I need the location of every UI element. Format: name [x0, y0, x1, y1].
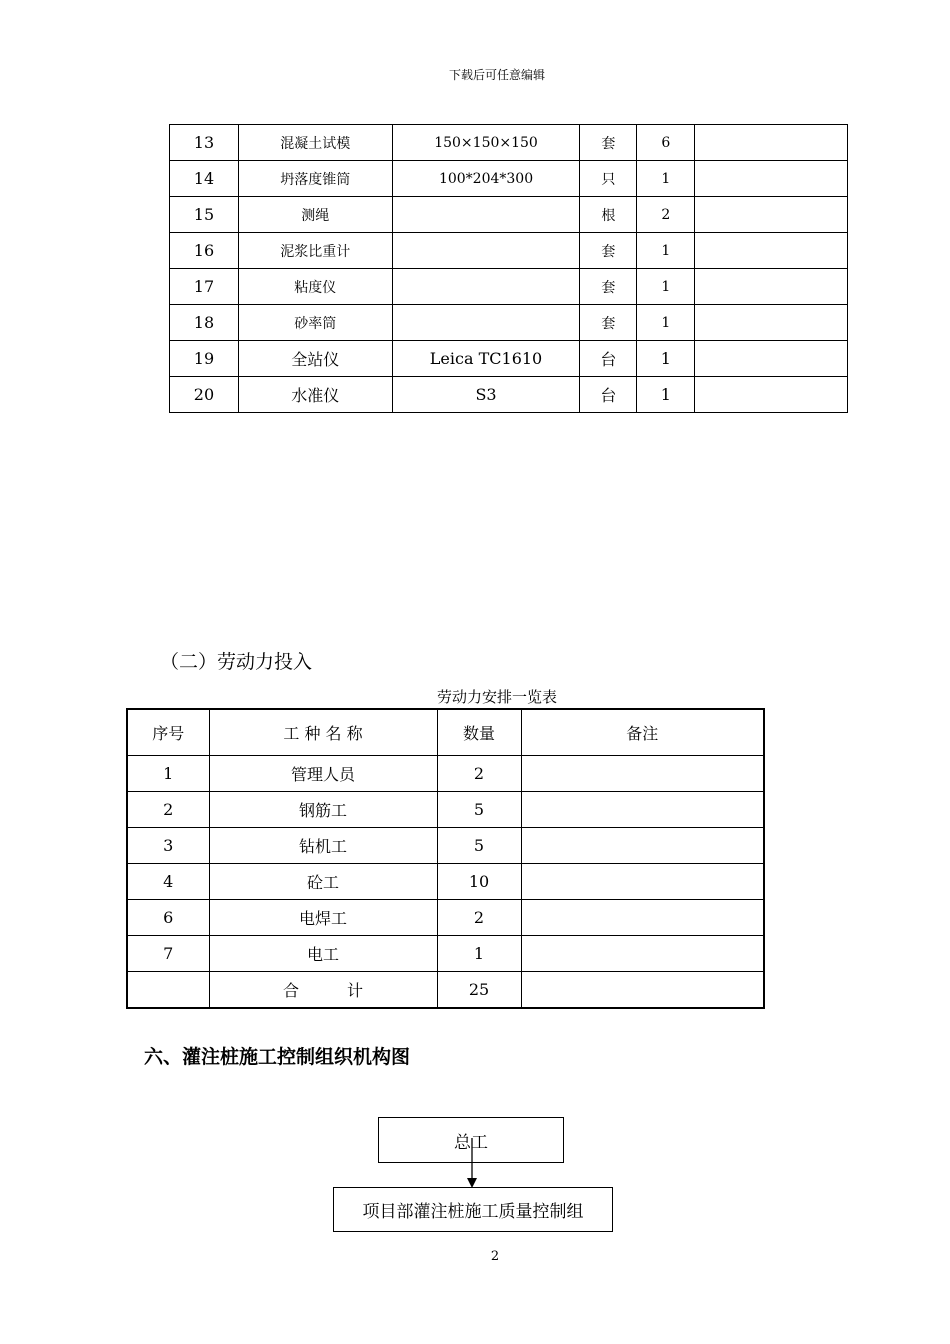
table-row — [170, 341, 848, 377]
equipment-qty: 1 — [637, 341, 695, 377]
equipment-name: 水准仪 — [238, 377, 392, 413]
equipment-name: 全站仪 — [238, 341, 392, 377]
row-number: 20 — [170, 377, 239, 413]
equipment-name: 砂率筒 — [238, 305, 392, 341]
equipment-qty: 1 — [637, 269, 695, 305]
equipment-note — [695, 125, 848, 161]
equipment-spec: 150×150×150 — [392, 125, 580, 161]
row-number: 14 — [170, 161, 239, 197]
equipment-qty: 1 — [637, 305, 695, 341]
trade-name: 钻机工 — [209, 828, 437, 864]
equipment-note — [695, 305, 848, 341]
equipment-unit: 套 — [580, 305, 637, 341]
equipment-note — [695, 161, 848, 197]
equipment-note — [695, 233, 848, 269]
trade-name: 砼工 — [209, 864, 437, 900]
equipment-qty: 2 — [637, 197, 695, 233]
equipment-note — [695, 341, 848, 377]
labor-table-caption: 劳动力安排一览表 — [436, 688, 557, 706]
column-header: 工 种 名 称 — [209, 709, 437, 756]
trade-name: 电工 — [209, 936, 437, 972]
table-row — [170, 305, 848, 341]
equipment-spec — [392, 269, 580, 305]
page-number: 2 — [490, 1249, 500, 1264]
org-box-label: 总工 — [454, 1132, 488, 1153]
table-row — [127, 756, 764, 792]
equipment-unit: 根 — [580, 197, 637, 233]
total-qty: 25 — [437, 972, 521, 1009]
equipment-spec: 100*204*300 — [392, 161, 580, 197]
equipment-name: 粘度仪 — [238, 269, 392, 305]
total-empty-cell — [127, 972, 209, 1009]
trade-note — [521, 792, 764, 828]
trade-note — [521, 756, 764, 792]
table-row — [170, 233, 848, 269]
column-header: 数量 — [437, 709, 521, 756]
equipment-qty: 1 — [637, 161, 695, 197]
equipment-spec — [392, 305, 580, 341]
equipment-unit: 套 — [580, 233, 637, 269]
trade-name: 电焊工 — [209, 900, 437, 936]
table-row — [127, 828, 764, 864]
row-number: 2 — [127, 792, 209, 828]
equipment-name: 坍落度锥筒 — [238, 161, 392, 197]
column-header: 序号 — [127, 709, 209, 756]
trade-note — [521, 936, 764, 972]
equipment-qty: 1 — [637, 233, 695, 269]
row-number: 19 — [170, 341, 239, 377]
equipment-name: 混凝土试模 — [238, 125, 392, 161]
column-header: 备注 — [521, 709, 764, 756]
equipment-unit: 台 — [580, 341, 637, 377]
equipment-table — [169, 124, 848, 413]
row-number: 6 — [127, 900, 209, 936]
trade-qty: 1 — [437, 936, 521, 972]
equipment-name: 测绳 — [238, 197, 392, 233]
org-box-quality-control-group — [333, 1187, 613, 1232]
trade-qty: 10 — [437, 864, 521, 900]
equipment-note — [695, 197, 848, 233]
trade-qty: 5 — [437, 792, 521, 828]
equipment-qty: 6 — [637, 125, 695, 161]
row-number: 16 — [170, 233, 239, 269]
row-number: 15 — [170, 197, 239, 233]
equipment-note — [695, 269, 848, 305]
row-number: 4 — [127, 864, 209, 900]
equipment-unit: 只 — [580, 161, 637, 197]
table-row — [127, 864, 764, 900]
trade-note — [521, 828, 764, 864]
row-number: 17 — [170, 269, 239, 305]
trade-qty: 5 — [437, 828, 521, 864]
trade-name: 管理人员 — [209, 756, 437, 792]
table-header-row — [127, 709, 764, 756]
table-row — [127, 936, 764, 972]
row-number: 7 — [127, 936, 209, 972]
trade-name: 钢筋工 — [209, 792, 437, 828]
equipment-note — [695, 377, 848, 413]
arrow-down-icon — [460, 1138, 484, 1190]
row-number: 3 — [127, 828, 209, 864]
labor-section-heading: （二）劳动力投入 — [160, 651, 313, 673]
table-total-row — [127, 972, 764, 1009]
table-row — [127, 792, 764, 828]
trade-qty: 2 — [437, 900, 521, 936]
equipment-unit: 台 — [580, 377, 637, 413]
row-number: 13 — [170, 125, 239, 161]
table-row — [127, 900, 764, 936]
table-row — [170, 269, 848, 305]
table-row — [170, 125, 848, 161]
header-note: 下载后可任意编辑 — [448, 68, 545, 82]
table-row — [170, 161, 848, 197]
equipment-qty: 1 — [637, 377, 695, 413]
equipment-unit: 套 — [580, 269, 637, 305]
labor-table — [126, 708, 765, 1009]
org-chart-heading: 六、灌注桩施工控制组织机构图 — [144, 1046, 411, 1068]
equipment-name: 泥浆比重计 — [238, 233, 392, 269]
equipment-spec: Leica TC1610 — [392, 341, 580, 377]
row-number: 18 — [170, 305, 239, 341]
total-label: 合 计 — [209, 972, 437, 1009]
row-number: 1 — [127, 756, 209, 792]
trade-note — [521, 864, 764, 900]
trade-qty: 2 — [437, 756, 521, 792]
org-box-label: 项目部灌注桩施工质量控制组 — [362, 1202, 584, 1222]
trade-note — [521, 900, 764, 936]
equipment-spec — [392, 233, 580, 269]
equipment-spec: S3 — [392, 377, 580, 413]
table-row — [170, 377, 848, 413]
equipment-spec — [392, 197, 580, 233]
equipment-unit: 套 — [580, 125, 637, 161]
table-row — [170, 197, 848, 233]
total-note — [521, 972, 764, 1009]
